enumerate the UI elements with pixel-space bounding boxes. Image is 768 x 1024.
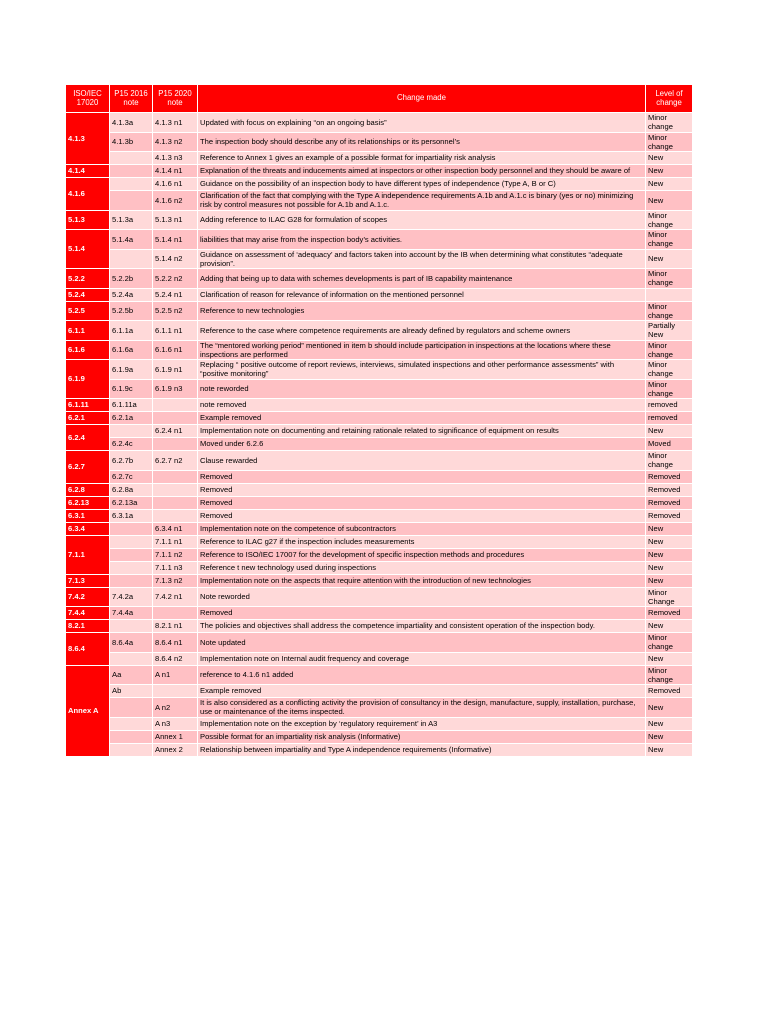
change-made-cell: The inspection body should describe any of its relationships or its personnel’s [198,132,646,152]
table-row [66,665,693,685]
level-of-change-cell: Minor change [646,360,693,380]
p15-2020-note-cell: 5.2.2 n2 [153,269,198,289]
iso-clause-cell: 7.1.1 [66,535,110,574]
level-of-change-cell: New [646,191,693,211]
change-made-cell: Implementation note on the competence of subcontractors [198,522,646,535]
table-row [66,132,693,152]
level-of-change-cell: Minor change [646,379,693,399]
change-made-cell: Implementation note on the exception by ‘regulatory requirement’ in A3 [198,717,646,730]
change-made-cell: Removed [198,496,646,509]
header-p15-2016: P15 2016 note [110,85,153,113]
p15-2016-note-cell [110,620,153,633]
p15-2020-note-cell [153,607,198,620]
level-of-change-cell: Minor Change [646,587,693,607]
iso-clause-cell: 5.2.4 [66,288,110,301]
level-of-change-cell: Removed [646,685,693,698]
level-of-change-cell: New [646,425,693,438]
p15-2020-note-cell: A n3 [153,717,198,730]
change-made-cell: Moved under 6.2.6 [198,438,646,451]
p15-2020-note-cell: A n2 [153,698,198,718]
table-row [66,698,693,718]
change-made-cell: Removed [198,509,646,522]
p15-2020-note-cell [153,685,198,698]
iso-clause-cell: 7.1.3 [66,574,110,587]
p15-2020-note-cell [153,412,198,425]
p15-2016-note-cell [110,717,153,730]
table-row [66,379,693,399]
table-row [66,483,693,496]
change-made-cell: Implementation note on documenting and retaining rationale related to significance of equipment on results [198,425,646,438]
level-of-change-cell [646,288,693,301]
p15-2016-note-cell: 4.1.3a [110,113,153,133]
p15-2020-note-cell: 6.1.6 n1 [153,340,198,360]
iso-clause-cell: 8.6.4 [66,633,110,666]
p15-2016-note-cell: 4.1.3b [110,132,153,152]
p15-2020-note-cell [153,509,198,522]
p15-2020-note-cell: 7.1.1 n2 [153,548,198,561]
change-made-cell: Possible format for an impartiality risk analysis (Informative) [198,730,646,743]
change-made-cell: Implementation note on Internal audit frequency and coverage [198,652,646,665]
change-made-cell: Example removed [198,685,646,698]
p15-2016-note-cell: 6.2.7c [110,470,153,483]
iso-clause-cell: 6.2.13 [66,496,110,509]
change-made-cell: Reference to the case where competence requirements are already defined by regulators and scheme owners [198,321,646,341]
p15-2020-note-cell: 8.2.1 n1 [153,620,198,633]
p15-2020-note-cell: 5.2.5 n2 [153,301,198,321]
change-made-cell: Note updated [198,633,646,653]
table-row [66,633,693,653]
level-of-change-cell: Removed [646,509,693,522]
change-made-cell: Guidance on assessment of ‘adequacy’ and factors taken into account by the IB when determining what constitutes “adequate provision”. [198,249,646,269]
level-of-change-cell: New [646,548,693,561]
p15-2016-note-cell: 5.2.2b [110,269,153,289]
p15-2016-note-cell [110,561,153,574]
level-of-change-cell: New [646,574,693,587]
iso-clause-cell: 4.1.6 [66,178,110,211]
change-made-cell: Note reworded [198,587,646,607]
level-of-change-cell: Minor change [646,340,693,360]
change-made-cell: Clarification of reason for relevance of information on the mentioned personnel [198,288,646,301]
change-made-cell: Clarification of the fact that complying with the Type A independence requirements A.1b and A.1.c is binary (yes or no) minimizing risk by control measures not possible for A.1b and A.1.c. [198,191,646,211]
table-row [66,574,693,587]
iso-clause-cell: 4.1.4 [66,165,110,178]
p15-2020-note-cell: 4.1.6 n2 [153,191,198,211]
level-of-change-cell: Minor change [646,269,693,289]
p15-2016-note-cell [110,152,153,165]
p15-2020-note-cell: 4.1.3 n3 [153,152,198,165]
change-made-cell: Removed [198,607,646,620]
p15-2020-note-cell: 5.1.3 n1 [153,210,198,230]
header-p15-2020: P15 2020 note [153,85,198,113]
level-of-change-cell: New [646,620,693,633]
p15-2016-note-cell: 7.4.2a [110,587,153,607]
table-row [66,191,693,211]
table-row [66,470,693,483]
level-of-change-cell: Removed [646,470,693,483]
header-iso: ISO/IEC 17020 [66,85,110,113]
table-header [66,85,693,113]
p15-2020-note-cell: 7.4.2 n1 [153,587,198,607]
p15-2020-note-cell: 4.1.6 n1 [153,178,198,191]
table-row [66,652,693,665]
table-row [66,210,693,230]
iso-clause-cell: 5.2.5 [66,301,110,321]
p15-2016-note-cell [110,178,153,191]
level-of-change-cell: Minor change [646,633,693,653]
table-row [66,425,693,438]
table-row [66,548,693,561]
iso-clause-cell: 6.1.11 [66,399,110,412]
p15-2016-note-cell: 6.2.4c [110,438,153,451]
p15-2020-note-cell: A n1 [153,665,198,685]
p15-2020-note-cell: 7.1.3 n2 [153,574,198,587]
p15-2016-note-cell [110,743,153,756]
change-made-cell: Explanation of the threats and inducements aimed at inspectors or other inspection body personnel and they should be aware of [198,165,646,178]
iso-clause-cell: 5.1.3 [66,210,110,230]
change-made-cell: Replacing “ positive outcome of report reviews, interviews, simulated inspections and other performance assessments” with “positive monitoring” [198,360,646,380]
p15-2016-note-cell: 5.1.3a [110,210,153,230]
p15-2020-note-cell: 6.1.9 n3 [153,379,198,399]
table-row [66,165,693,178]
change-made-cell: The policies and objectives shall address the competence impartiality and consistent operation of the inspection body. [198,620,646,633]
level-of-change-cell: removed [646,399,693,412]
iso-clause-cell: 6.2.8 [66,483,110,496]
iso-clause-cell: 6.2.4 [66,425,110,451]
p15-2016-note-cell: 6.3.1a [110,509,153,522]
p15-2020-note-cell: 6.1.9 n1 [153,360,198,380]
p15-2016-note-cell: Ab [110,685,153,698]
p15-2020-note-cell: 5.1.4 n2 [153,249,198,269]
level-of-change-cell: New [646,730,693,743]
p15-2020-note-cell: 6.2.4 n1 [153,425,198,438]
p15-2016-note-cell [110,574,153,587]
header-change-made: Change made [198,85,646,113]
level-of-change-cell: New [646,165,693,178]
level-of-change-cell: New [646,717,693,730]
change-made-cell: Relationship between impartiality and Type A independence requirements (Informative) [198,743,646,756]
p15-2020-note-cell: 5.2.4 n1 [153,288,198,301]
p15-2016-note-cell: 6.1.9a [110,360,153,380]
level-of-change-cell: New [646,652,693,665]
header-level-of-change: Level of change [646,85,693,113]
table-row [66,230,693,250]
change-made-cell: reference to 4.1.6 n1 added [198,665,646,685]
level-of-change-cell: removed [646,412,693,425]
table-row [66,587,693,607]
table-row [66,152,693,165]
level-of-change-cell: Minor change [646,230,693,250]
iso-clause-cell: 6.1.6 [66,340,110,360]
table-row [66,249,693,269]
table-row [66,399,693,412]
table-row [66,620,693,633]
p15-2020-note-cell [153,483,198,496]
changes-table [65,84,693,757]
table-row [66,561,693,574]
change-made-cell: Reference to new technologies [198,301,646,321]
change-made-cell: Reference to ISO/IEC 17007 for the development of specific inspection methods and procedures [198,548,646,561]
p15-2020-note-cell: 4.1.3 n1 [153,113,198,133]
p15-2016-note-cell [110,698,153,718]
p15-2020-note-cell: 5.1.4 n1 [153,230,198,250]
table-row [66,535,693,548]
change-made-cell: Guidance on the possibility of an inspection body to have different types of independence (Type A, B or C) [198,178,646,191]
p15-2016-note-cell: 6.1.11a [110,399,153,412]
p15-2020-note-cell: 6.1.1 n1 [153,321,198,341]
table-row [66,438,693,451]
level-of-change-cell: New [646,522,693,535]
iso-clause-cell: 6.1.1 [66,321,110,341]
change-made-cell: The “mentored working period” mentioned in item b should include participation in inspections at the locations where these inspections are performed [198,340,646,360]
p15-2016-note-cell [110,730,153,743]
p15-2020-note-cell: 7.1.1 n1 [153,535,198,548]
table-row [66,360,693,380]
p15-2020-note-cell: 4.1.4 n1 [153,165,198,178]
table-row [66,269,693,289]
p15-2020-note-cell: 8.6.4 n1 [153,633,198,653]
p15-2020-note-cell: 4.1.3 n2 [153,132,198,152]
iso-clause-cell: 6.2.1 [66,412,110,425]
level-of-change-cell: Minor change [646,210,693,230]
p15-2020-note-cell [153,470,198,483]
level-of-change-cell: Minor change [646,665,693,685]
iso-clause-cell: Annex A [66,665,110,756]
iso-clause-cell: 6.1.9 [66,360,110,399]
table-row [66,412,693,425]
level-of-change-cell: New [646,249,693,269]
level-of-change-cell: Minor change [646,113,693,133]
table-row [66,301,693,321]
p15-2020-note-cell: 6.2.7 n2 [153,451,198,471]
p15-2016-note-cell [110,522,153,535]
header-row [66,85,693,113]
changes-table-container [65,84,692,757]
p15-2020-note-cell: Annex 1 [153,730,198,743]
level-of-change-cell: Removed [646,607,693,620]
p15-2016-note-cell: 6.1.1a [110,321,153,341]
p15-2016-note-cell [110,425,153,438]
p15-2016-note-cell: 8.6.4a [110,633,153,653]
level-of-change-cell: New [646,698,693,718]
table-row [66,178,693,191]
change-made-cell: Example removed [198,412,646,425]
p15-2016-note-cell [110,191,153,211]
change-made-cell: note reworded [198,379,646,399]
table-row [66,321,693,341]
level-of-change-cell: Removed [646,483,693,496]
p15-2016-note-cell [110,249,153,269]
p15-2016-note-cell: Aa [110,665,153,685]
change-made-cell: Updated with focus on explaining “on an ongoing basis” [198,113,646,133]
iso-clause-cell: 7.4.4 [66,607,110,620]
change-made-cell: Removed [198,470,646,483]
p15-2020-note-cell: Annex 2 [153,743,198,756]
table-row [66,522,693,535]
p15-2020-note-cell [153,496,198,509]
p15-2016-note-cell: 6.2.1a [110,412,153,425]
p15-2020-note-cell [153,438,198,451]
change-made-cell: Reference t new technology used during inspections [198,561,646,574]
iso-clause-cell: 4.1.3 [66,113,110,165]
table-row [66,730,693,743]
p15-2016-note-cell: 6.2.13a [110,496,153,509]
iso-clause-cell: 5.1.4 [66,230,110,269]
change-made-cell: Clause rewarded [198,451,646,471]
table-row [66,113,693,133]
level-of-change-cell: New [646,743,693,756]
p15-2020-note-cell [153,399,198,412]
p15-2016-note-cell: 5.1.4a [110,230,153,250]
table-row [66,607,693,620]
table-row [66,340,693,360]
p15-2020-note-cell: 7.1.1 n3 [153,561,198,574]
table-body [66,113,693,757]
p15-2020-note-cell: 8.6.4 n2 [153,652,198,665]
change-made-cell: Implementation note on the aspects that require attention with the introduction of new technologies [198,574,646,587]
level-of-change-cell: New [646,561,693,574]
iso-clause-cell: 5.2.2 [66,269,110,289]
p15-2016-note-cell [110,165,153,178]
p15-2016-note-cell [110,535,153,548]
p15-2016-note-cell [110,652,153,665]
table-row [66,451,693,471]
level-of-change-cell: Moved [646,438,693,451]
level-of-change-cell: Removed [646,496,693,509]
change-made-cell: Adding that being up to data with schemes developments is part of IB capability maintenance [198,269,646,289]
change-made-cell: liabilities that may arise from the inspection body’s activities. [198,230,646,250]
level-of-change-cell: Minor change [646,451,693,471]
level-of-change-cell: Minor change [646,301,693,321]
level-of-change-cell: New [646,178,693,191]
table-row [66,509,693,522]
iso-clause-cell: 8.2.1 [66,620,110,633]
iso-clause-cell: 6.3.1 [66,509,110,522]
table-row [66,288,693,301]
p15-2016-note-cell: 6.1.6a [110,340,153,360]
table-row [66,685,693,698]
change-made-cell: It is also considered as a conflicting activity the provision of consultancy in the design, manufacture, supply, installation, purchase, use or maintenance of the items inspected. [198,698,646,718]
p15-2016-note-cell [110,548,153,561]
table-row [66,743,693,756]
change-made-cell: note removed [198,399,646,412]
p15-2016-note-cell: 6.1.9c [110,379,153,399]
iso-clause-cell: 7.4.2 [66,587,110,607]
table-row [66,496,693,509]
change-made-cell: Removed [198,483,646,496]
change-made-cell: Adding reference to ILAC G28 for formulation of scopes [198,210,646,230]
p15-2016-note-cell: 5.2.4a [110,288,153,301]
iso-clause-cell: 6.3.4 [66,522,110,535]
p15-2016-note-cell: 6.2.7b [110,451,153,471]
level-of-change-cell: Minor change [646,132,693,152]
level-of-change-cell: New [646,535,693,548]
change-made-cell: Reference to Annex 1 gives an example of a possible format for impartiality risk analysis [198,152,646,165]
change-made-cell: Reference to ILAC g27 if the inspection includes measurements [198,535,646,548]
p15-2016-note-cell: 5.2.5b [110,301,153,321]
p15-2016-note-cell: 7.4.4a [110,607,153,620]
table-row [66,717,693,730]
iso-clause-cell: 6.2.7 [66,451,110,484]
level-of-change-cell: New [646,152,693,165]
level-of-change-cell: Partially New [646,321,693,341]
p15-2020-note-cell: 6.3.4 n1 [153,522,198,535]
p15-2016-note-cell: 6.2.8a [110,483,153,496]
